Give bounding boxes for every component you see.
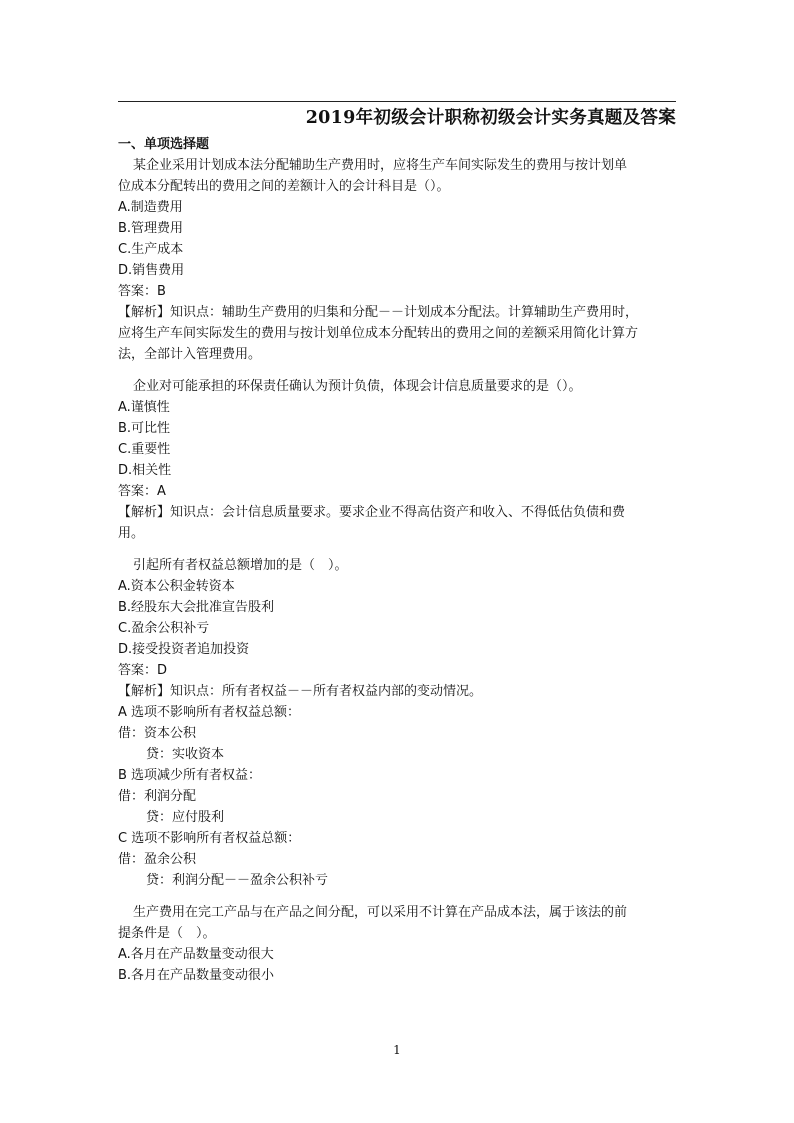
q2-analysis-line1: 【解析】知识点：会计信息质量要求。要求企业不得高估资产和收入、不得低估负债和费	[118, 505, 626, 520]
document-body	[118, 134, 678, 986]
q4-stem-line1: 生产费用在完工产品与在产品之间分配，可以采用不计算在产品成本法，属于该法的前	[133, 905, 628, 920]
q2-stem-line1: 企业对可能承担的环保责任确认为预计负债，体现会计信息质量要求的是（）。	[133, 379, 582, 394]
q3-a-debit: 借：资本公积	[118, 726, 197, 741]
q2-analysis-line2: 用。	[118, 526, 145, 541]
document-title: 2019年初级会计职称初级会计实务真题及答案	[305, 108, 676, 128]
header-rule	[118, 101, 676, 102]
q3-analysis-line1: 【解析】知识点：所有者权益－－所有者权益内部的变动情况。	[118, 684, 483, 699]
q1-stem-line2: 位成本分配转出的费用之间的差额计入的会计科目是（）。	[118, 179, 450, 194]
q1-analysis-line1: 【解析】知识点：辅助生产费用的归集和分配－－计划成本分配法。计算辅助生产费用时，	[118, 305, 639, 320]
q3-stem-line1: 引起所有者权益总额增加的是（ ）。	[133, 558, 348, 573]
q3-answer: 答案：D	[118, 663, 168, 678]
spacer	[118, 365, 678, 376]
q2-option-c: C.重要性	[118, 442, 171, 457]
spacer	[118, 544, 678, 555]
q4-option-a: A.各月在产品数量变动很大	[118, 947, 274, 962]
q3-c-debit: 借：盈余公积	[118, 852, 197, 867]
section-heading: 一、单项选择题	[118, 137, 210, 152]
q2-option-b: B.可比性	[118, 421, 171, 436]
q3-c-credit: 贷：利润分配－－盈余公积补亏	[146, 873, 329, 888]
q2-option-a: A.谨慎性	[118, 400, 170, 415]
q3-a-credit: 贷：实收资本	[146, 747, 225, 762]
spacer	[118, 891, 678, 902]
q3-b-note: B 选项减少所有者权益：	[118, 768, 262, 783]
q3-b-debit: 借：利润分配	[118, 789, 197, 804]
q4-option-b: B.各月在产品数量变动很小	[118, 968, 275, 983]
q3-option-a: A.资本公积金转资本	[118, 579, 235, 594]
q2-answer: 答案：A	[118, 484, 166, 499]
q1-option-c: C.生产成本	[118, 242, 184, 257]
q3-b-credit: 贷：应付股利	[146, 810, 225, 825]
q1-analysis-line2: 应将生产车间实际发生的费用与按计划单位成本分配转出的费用之间的差额采用简化计算方	[118, 326, 639, 341]
q3-option-c: C.盈余公积补亏	[118, 621, 210, 636]
q3-c-note: C 选项不影响所有者权益总额：	[118, 831, 301, 846]
q1-answer: 答案：B	[118, 284, 166, 299]
q4-stem-line2: 提条件是（ ）。	[118, 926, 216, 941]
page-number: 1	[393, 1043, 401, 1057]
q3-option-b: B.经股东大会批准宣告股利	[118, 600, 275, 615]
q1-stem-line1: 某企业采用计划成本法分配辅助生产费用时，应将生产车间实际发生的费用与按计划单	[133, 158, 628, 173]
q3-a-note: A 选项不影响所有者权益总额：	[118, 705, 301, 720]
q3-option-d: D.接受投资者追加投资	[118, 642, 250, 657]
q1-analysis-line3: 法，全部计入管理费用。	[118, 347, 262, 362]
q2-option-d: D.相关性	[118, 463, 172, 478]
q1-option-d: D.销售费用	[118, 263, 185, 278]
q1-option-a: A.制造费用	[118, 200, 183, 215]
q1-option-b: B.管理费用	[118, 221, 184, 236]
